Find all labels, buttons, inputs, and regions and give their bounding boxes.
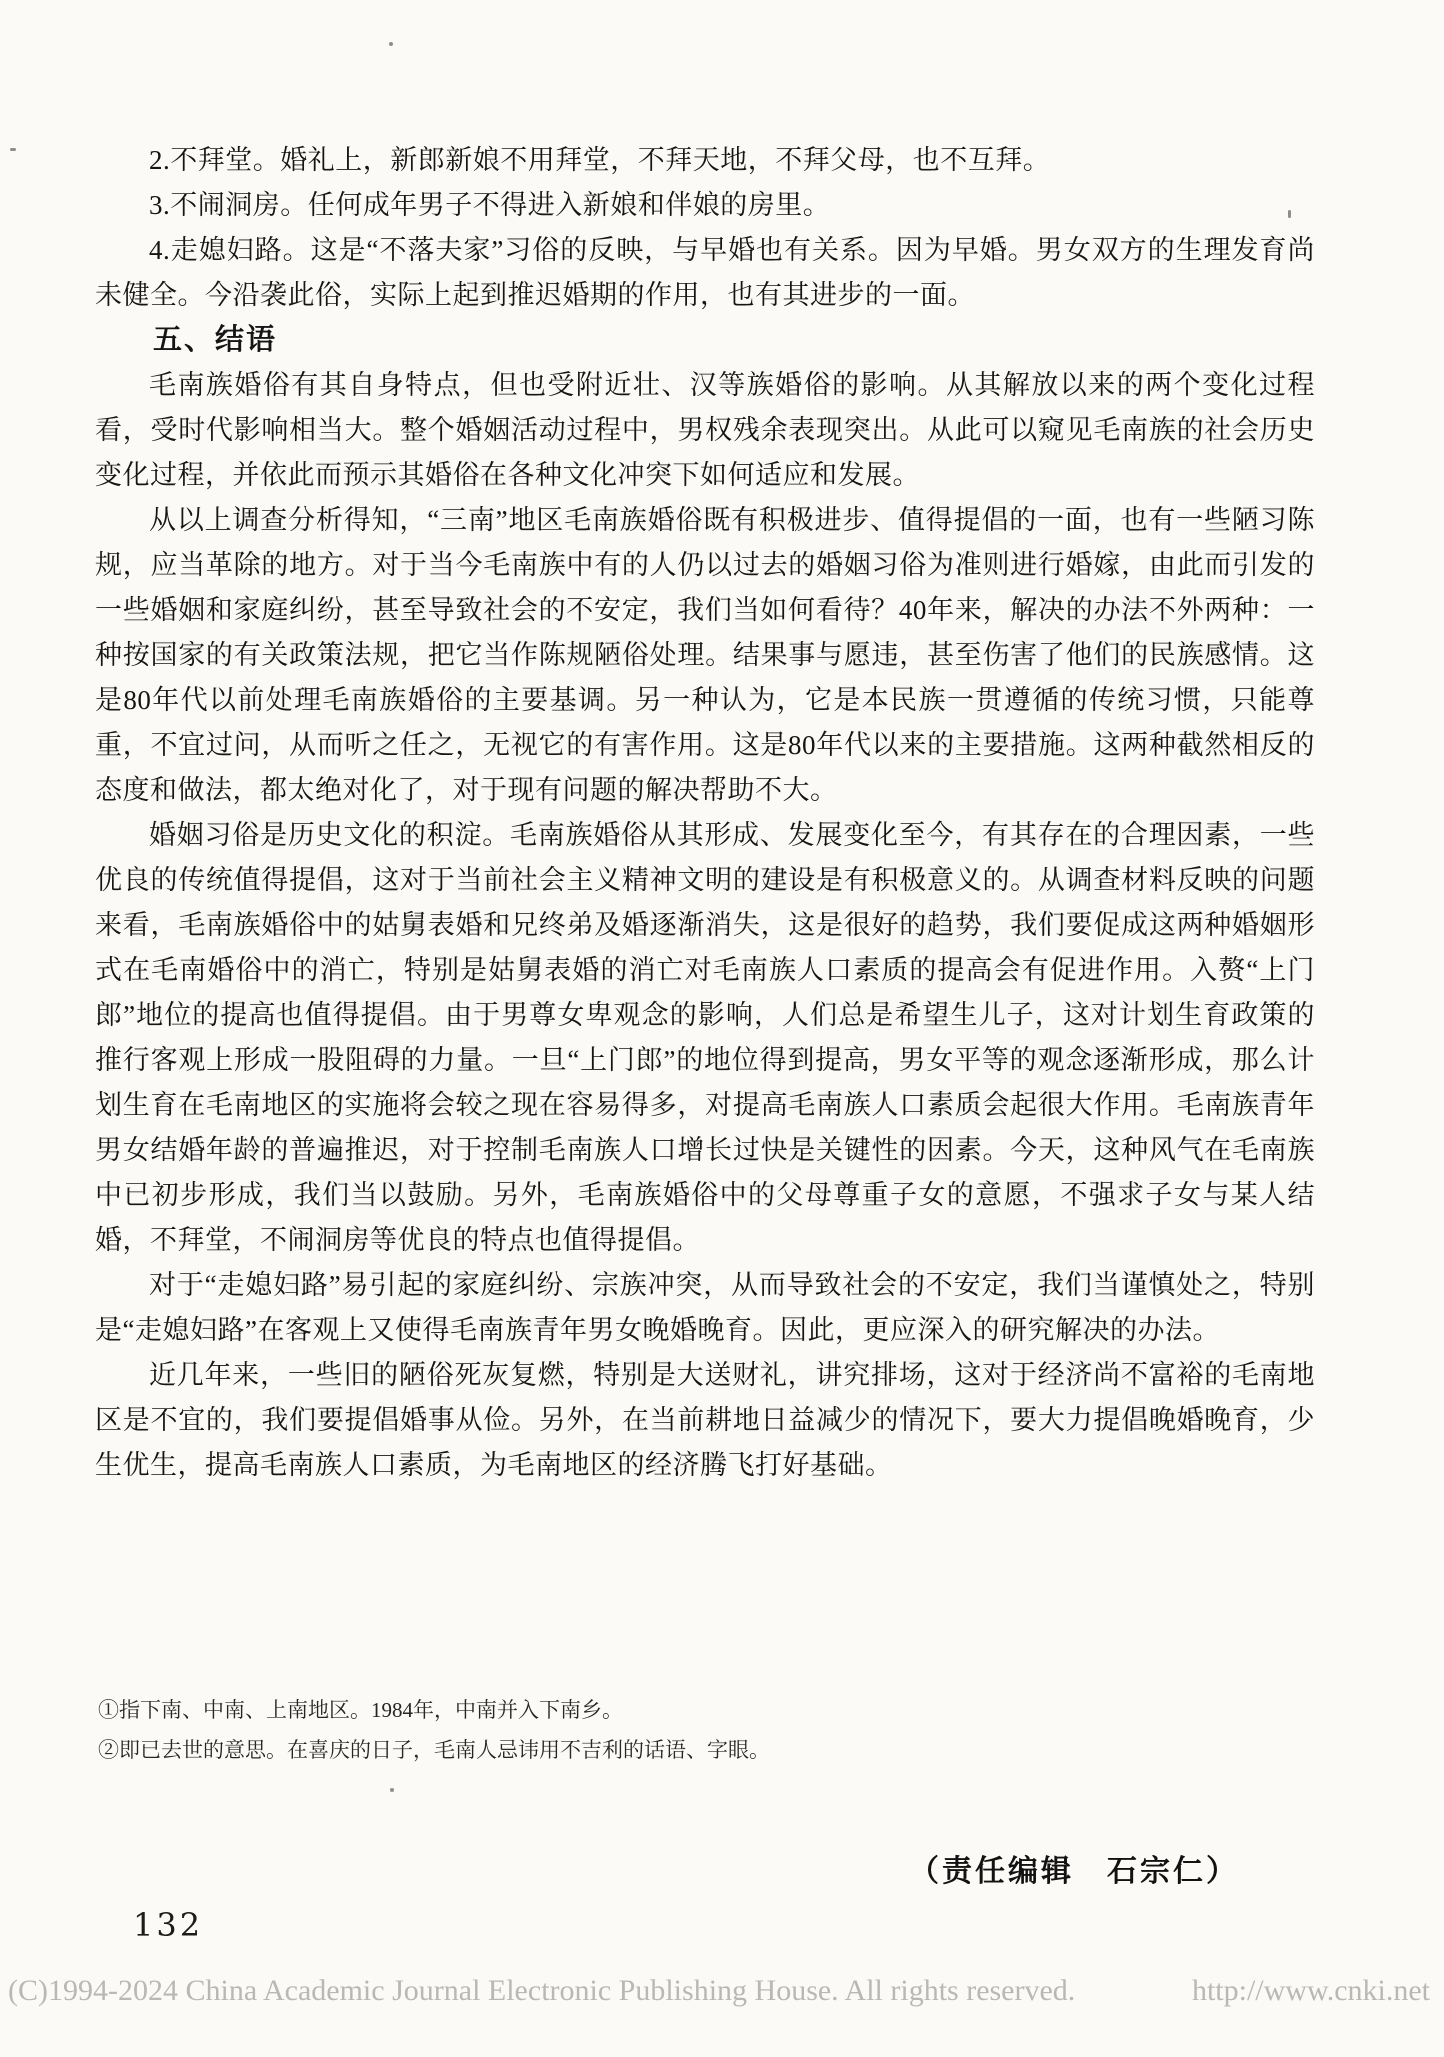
body-paragraph-5: 近几年来，一些旧的陋俗死灰复燃，特别是大送财礼，讲究排场，这对于经济尚不富裕的毛南地区是不宜的，我们要提倡婚事从俭。另外，在当前耕地日益减少的情况下，要大力提倡晚婚晚育，少生优生，提高毛南族人口素质，为毛南地区的经济腾飞打好基础。	[95, 1360, 1315, 1480]
footnotes-section	[98, 1690, 1248, 1770]
body-paragraph-4: 对于“走媳妇路”易引起的家庭纠纷、宗族冲突，从而导致社会的不安定，我们当谨慎处之，特别是“走媳妇路”在客观上又使得毛南族青年男女晚婚晚育。因此，更应深入的研究解决的办法。	[95, 1270, 1315, 1345]
body-paragraph-1: 毛南族婚俗有其自身特点，但也受附近壮、汉等族婚俗的影响。从其解放以来的两个变化过程看，受时代影响相当大。整个婚姻活动过程中，男权残余表现突出。从此可以窥见毛南族的社会历史变化过程，并依此而预示其婚俗在各种文化冲突下如何适应和发展。	[95, 370, 1315, 490]
section-heading-conclusion: 五、结语	[153, 324, 278, 356]
list-item-no-baitang: 2.不拜堂。婚礼上，新郎新娘不用拜堂，不拜天地，不拜父母，也不互拜。	[149, 145, 1051, 175]
list-item-no-naodongfang: 3.不闹洞房。任何成年男子不得进入新娘和伴娘的房里。	[149, 190, 831, 220]
copyright-text: (C)1994-2024 China Academic Journal Electronic Publishing House. All rights reserved.	[8, 1974, 1076, 2007]
article-body	[95, 138, 1315, 1488]
scan-speck	[390, 1788, 394, 1792]
editor-credit: （责任编辑 石宗仁）	[909, 1855, 1239, 1888]
footnote-1: ①指下南、中南、上南地区。1984年，中南并入下南乡。	[98, 1698, 623, 1722]
copyright-footer	[8, 1974, 1430, 2008]
cnki-url: http://www.cnki.net	[1191, 1974, 1430, 2007]
page-number: 132	[133, 1906, 204, 1944]
scan-speck	[389, 42, 393, 46]
footnote-2: ②即已去世的意思。在喜庆的日子，毛南人忌讳用不吉利的话语、字眼。	[98, 1738, 770, 1762]
scan-speck	[10, 148, 16, 151]
body-paragraph-2: 从以上调查分析得知，“三南”地区毛南族婚俗既有积极进步、值得提倡的一面，也有一些陋习陈规，应当革除的地方。对于当今毛南族中有的人仍以过去的婚姻习俗为准则进行婚嫁，由此而引发的一些婚姻和家庭纠纷，甚至导致社会的不安定，我们当如何看待？40年来，解决的办法不外两种：一种按国家的有关政策法规，把它当作陈规陋俗处理。结果事与愿违，甚至伤害了他们的民族感情。这是80年代以前处理毛南族婚俗的主要基调。另一种认为，它是本民族一贯遵循的传统习惯，只能尊重，不宜过问，从而听之任之，无视它的有害作用。这是80年代以来的主要措施。这两种截然相反的态度和做法，都太绝对化了，对于现有问题的解决帮助不大。	[95, 505, 1315, 805]
list-item-zou-xifu-lu: 4.走媳妇路。这是“不落夫家”习俗的反映，与早婚也有关系。因为早婚。男女双方的生理发育尚未健全。今沿袭此俗，实际上起到推迟婚期的作用，也有其进步的一面。	[95, 235, 1315, 310]
body-paragraph-3: 婚姻习俗是历史文化的积淀。毛南族婚俗从其形成、发展变化至今，有其存在的合理因素，一些优良的传统值得提倡，这对于当前社会主义精神文明的建设是有积极意义的。从调查材料反映的问题来看，毛南族婚俗中的姑舅表婚和兄终弟及婚逐渐消失，这是很好的趋势，我们要促成这两种婚姻形式在毛南婚俗中的消亡，特别是姑舅表婚的消亡对毛南族人口素质的提高会有促进作用。入赘“上门郎”地位的提高也值得提倡。由于男尊女卑观念的影响，人们总是希望生儿子，这对计划生育政策的推行客观上形成一股阻碍的力量。一旦“上门郎”的地位得到提高，男女平等的观念逐渐形成，那么计划生育在毛南地区的实施将会较之现在容易得多，对提高毛南族人口素质会起很大作用。毛南族青年男女结婚年龄的普遍推迟，对于控制毛南族人口增长过快是关键性的因素。今天，这种风气在毛南族中已初步形成，我们当以鼓励。另外，毛南族婚俗中的父母尊重子女的意愿，不强求子女与某人结婚，不拜堂，不闹洞房等优良的特点也值得提倡。	[95, 820, 1315, 1255]
scan-speck	[1288, 210, 1291, 218]
